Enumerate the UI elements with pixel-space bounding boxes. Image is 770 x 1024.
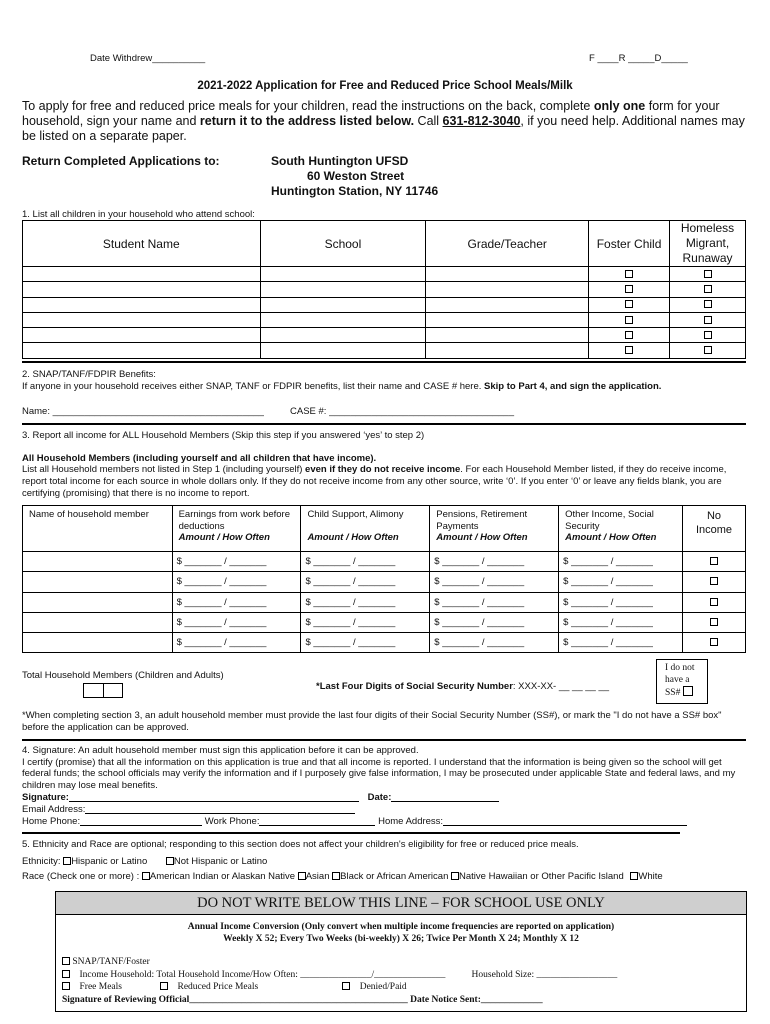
foster-checkbox[interactable]	[625, 285, 633, 293]
divider	[22, 423, 746, 425]
ethnicity-row: Ethnicity: Hispanic or Latino Not Hispanic or Latino	[22, 856, 268, 867]
student-name-cell[interactable]	[23, 282, 261, 297]
denied-paid-checkbox[interactable]	[342, 982, 350, 990]
divider	[22, 832, 680, 834]
home-phone-field[interactable]	[80, 816, 202, 826]
grade-cell[interactable]	[426, 297, 589, 312]
divider	[22, 739, 746, 741]
snap-name-field[interactable]: Name: ________________________________________	[22, 406, 264, 417]
member-name-cell[interactable]	[23, 612, 173, 632]
col-pensions: Pensions, Retirement Payments Amount / How Often	[430, 506, 559, 552]
child-support-cell[interactable]: $ _______ / _______	[301, 552, 430, 572]
race-asian-checkbox[interactable]	[298, 872, 306, 880]
table-row	[23, 297, 746, 312]
table-row	[23, 328, 746, 343]
form-title: 2021-2022 Application for Free and Reduced Price School Meals/Milk	[197, 80, 573, 92]
child-support-cell[interactable]: $ _______ / _______	[301, 612, 430, 632]
student-name-cell[interactable]	[23, 312, 261, 327]
school-cell[interactable]	[260, 328, 426, 343]
member-name-cell[interactable]	[23, 592, 173, 612]
student-name-cell[interactable]	[23, 343, 261, 358]
signature-row: Signature: Date:	[22, 792, 499, 803]
email-field[interactable]	[85, 804, 355, 814]
no-income-checkbox[interactable]	[710, 638, 718, 646]
foster-checkbox[interactable]	[625, 316, 633, 324]
col-earnings: Earnings from work before deductions Amount / How Often	[172, 506, 301, 552]
race-pacific-islander-checkbox[interactable]	[451, 872, 459, 880]
foster-checkbox[interactable]	[625, 270, 633, 278]
table-row	[23, 592, 746, 612]
divider	[22, 361, 746, 363]
pensions-cell[interactable]: $ _______ / _______	[430, 592, 559, 612]
other-income-cell[interactable]: $ _______ / _______	[559, 612, 683, 632]
grade-cell[interactable]	[426, 282, 589, 297]
child-support-cell[interactable]: $ _______ / _______	[301, 572, 430, 592]
signature-field[interactable]	[69, 792, 359, 802]
phone-row: Home Phone: Work Phone: Home Address:	[22, 816, 687, 827]
child-support-cell[interactable]: $ _______ / _______	[301, 592, 430, 612]
return-label: Return Completed Applications to:	[22, 154, 220, 168]
col-student-name: Student Name	[23, 221, 261, 267]
col-homeless: Homeless Migrant, Runaway	[670, 221, 746, 267]
homeless-checkbox[interactable]	[704, 270, 712, 278]
earnings-cell[interactable]: $ _______ / _______	[172, 552, 301, 572]
no-income-checkbox[interactable]	[710, 577, 718, 585]
school-cell[interactable]	[260, 282, 426, 297]
table-row	[23, 267, 746, 282]
intro-paragraph: To apply for free and reduced price meals for your children, read the instructions on the back, complete only one form for your household, sign your name and return it to the address listed below. Call 631-812-3040, if you need help. Additional names may be listed on a separate paper.	[22, 99, 745, 143]
homeless-checkbox[interactable]	[704, 331, 712, 339]
section3-instructions: List all Household members not listed in Step 1 (including yourself) even if they do not receive income. For each Household Member listed, if they do receive income, report total income for each source in whole dollars only. If they do not receive income from any other source, write ‘0’. If you enter ‘0’ or leave any fields blank, you are certifying (promising) that there is no income to report.	[22, 464, 727, 499]
no-ssn-checkbox[interactable]	[683, 686, 693, 696]
child-support-cell[interactable]: $ _______ / _______	[301, 633, 430, 653]
school-use-banner: DO NOT WRITE BELOW THIS LINE – FOR SCHOOL USE ONLY	[56, 892, 746, 915]
hispanic-checkbox[interactable]	[63, 857, 71, 865]
table-row	[23, 282, 746, 297]
school-cell[interactable]	[260, 297, 426, 312]
children-table	[22, 220, 746, 359]
col-child-support: Child Support, Alimony Amount / How Often	[301, 506, 430, 552]
col-grade-teacher: Grade/Teacher	[426, 221, 589, 267]
earnings-cell[interactable]: $ _______ / _______	[172, 572, 301, 592]
col-member-name: Name of household member	[23, 506, 173, 552]
homeless-checkbox[interactable]	[704, 300, 712, 308]
grade-cell[interactable]	[426, 267, 589, 282]
snap-foster-checkbox[interactable]	[62, 957, 70, 965]
email-row: Email Address:	[22, 804, 355, 815]
race-american-indian-checkbox[interactable]	[142, 872, 150, 880]
total-members-label: Total Household Members (Children and Adults)	[22, 670, 224, 681]
ssn-field[interactable]: *Last Four Digits of Social Security Number: XXX-XX- __ __ __ __	[316, 681, 610, 692]
snap-case-field[interactable]: CASE #: ___________________________________	[290, 406, 514, 417]
homeless-checkbox[interactable]	[704, 316, 712, 324]
earnings-cell[interactable]: $ _______ / _______	[172, 592, 301, 612]
foster-checkbox[interactable]	[625, 331, 633, 339]
pensions-cell[interactable]: $ _______ / _______	[430, 572, 559, 592]
col-other-income: Other Income, Social Security Amount / How Often	[559, 506, 683, 552]
ssn-footnote: *When completing section 3, an adult household member must provide the last four digits of their Social Security Number (SS#), or mark the "I do not have a SS# box" before the application can be approved.	[22, 710, 722, 733]
school-cell[interactable]	[260, 343, 426, 358]
earnings-cell[interactable]: $ _______ / _______	[172, 612, 301, 632]
return-address: South Huntington UFSD 60 Weston Street Huntington Station, NY 11746	[271, 154, 439, 198]
no-income-checkbox[interactable]	[710, 598, 718, 606]
reduced-meals-checkbox[interactable]	[160, 982, 168, 990]
section2-heading: 2. SNAP/TANF/FDPIR Benefits:	[22, 369, 156, 380]
help-phone-link[interactable]: 631-812-3040	[442, 114, 521, 128]
earnings-cell[interactable]: $ _______ / _______	[172, 633, 301, 653]
section2-text: If anyone in your household receives either SNAP, TANF or FDPIR benefits, list their name and CASE # here. Skip to Part 4, and sign the application.	[22, 381, 662, 392]
table-row	[23, 343, 746, 358]
table-row	[23, 572, 746, 592]
date-field[interactable]	[391, 792, 499, 802]
pensions-cell[interactable]: $ _______ / _______	[430, 552, 559, 572]
section5-heading: 5. Ethnicity and Race are optional; responding to this section does not affect your children's eligibility for free or reduced price meals.	[22, 839, 579, 850]
student-name-cell[interactable]	[23, 328, 261, 343]
office-fields: SNAP/TANF/Foster Income Household: Total Household Income/How Often: _______________/_______________ Household Size: _________________ Free Meals Reduced Price Meals Denied/Paid Signature of Reviewing Official______________________________________________ Date Notice Sent:_____________	[62, 957, 618, 1005]
other-income-cell[interactable]: $ _______ / _______	[559, 633, 683, 653]
col-school: School	[260, 221, 426, 267]
section4-heading: 4. Signature: An adult household member must sign this application before it can be approved.	[22, 745, 419, 756]
free-meals-checkbox[interactable]	[62, 982, 70, 990]
school-use-box	[55, 891, 747, 1012]
race-row: Race (Check one or more) : American Indian or Alaskan Native Asian Black or African American Native Hawaiian or Other Pacific Island White	[22, 871, 663, 882]
col-no-income: No Income	[683, 506, 746, 552]
member-name-cell[interactable]	[23, 572, 173, 592]
table-row	[23, 633, 746, 653]
total-members-input[interactable]	[83, 683, 123, 698]
no-income-checkbox[interactable]	[710, 618, 718, 626]
income-household-checkbox[interactable]	[62, 970, 70, 978]
student-name-cell[interactable]	[23, 297, 261, 312]
other-income-cell[interactable]: $ _______ / _______	[559, 572, 683, 592]
pensions-cell[interactable]: $ _______ / _______	[430, 633, 559, 653]
student-name-cell[interactable]	[23, 267, 261, 282]
member-name-cell[interactable]	[23, 552, 173, 572]
table-row	[23, 312, 746, 327]
work-phone-field[interactable]	[259, 816, 375, 826]
home-address-field[interactable]	[443, 816, 687, 826]
table-row	[23, 552, 746, 572]
other-income-cell[interactable]: $ _______ / _______	[559, 552, 683, 572]
not-hispanic-checkbox[interactable]	[166, 857, 174, 865]
no-ssn-box: I do not have a SS#	[656, 659, 708, 704]
other-income-cell[interactable]: $ _______ / _______	[559, 592, 683, 612]
race-black-checkbox[interactable]	[332, 872, 340, 880]
section1-heading: 1. List all children in your household who attend school:	[22, 209, 255, 220]
school-cell[interactable]	[260, 312, 426, 327]
frd-status: F ____R _____D_____	[589, 53, 688, 64]
no-income-checkbox[interactable]	[710, 557, 718, 565]
foster-checkbox[interactable]	[625, 300, 633, 308]
date-withdrew: Date Withdrew__________	[90, 53, 206, 64]
section3-bold-heading: All Household Members (including yourself and all children that have income).	[22, 453, 377, 464]
school-cell[interactable]	[260, 267, 426, 282]
grade-cell[interactable]	[426, 328, 589, 343]
grade-cell[interactable]	[426, 343, 589, 358]
section3-heading: 3. Report all income for ALL Household Members (Skip this step if you answered ‘yes’ to step 2)	[22, 430, 425, 441]
col-foster-child: Foster Child	[589, 221, 670, 267]
income-table	[22, 505, 746, 653]
foster-checkbox[interactable]	[625, 346, 633, 354]
pensions-cell[interactable]: $ _______ / _______	[430, 612, 559, 632]
section4-certification: I certify (promise) that all the information on this application is true and that all income is reported. I understand that the information is being given so the school will get federal funds; the school officials may verify the information and if I purposely give false information, I may be prosecuted under applicable State and federal laws, and my children may lose meal benefits.	[22, 756, 736, 791]
homeless-checkbox[interactable]	[704, 285, 712, 293]
homeless-checkbox[interactable]	[704, 346, 712, 354]
table-row	[23, 612, 746, 632]
grade-cell[interactable]	[426, 312, 589, 327]
section4	[22, 745, 748, 791]
income-conversion-note: Annual Income Conversion (Only convert when multiple income frequencies are reported on application) Weekly X 52; Every Two Weeks (bi-weekly) X 26; Twice Per Month X 24; Monthly X 12	[187, 922, 615, 944]
member-name-cell[interactable]	[23, 633, 173, 653]
